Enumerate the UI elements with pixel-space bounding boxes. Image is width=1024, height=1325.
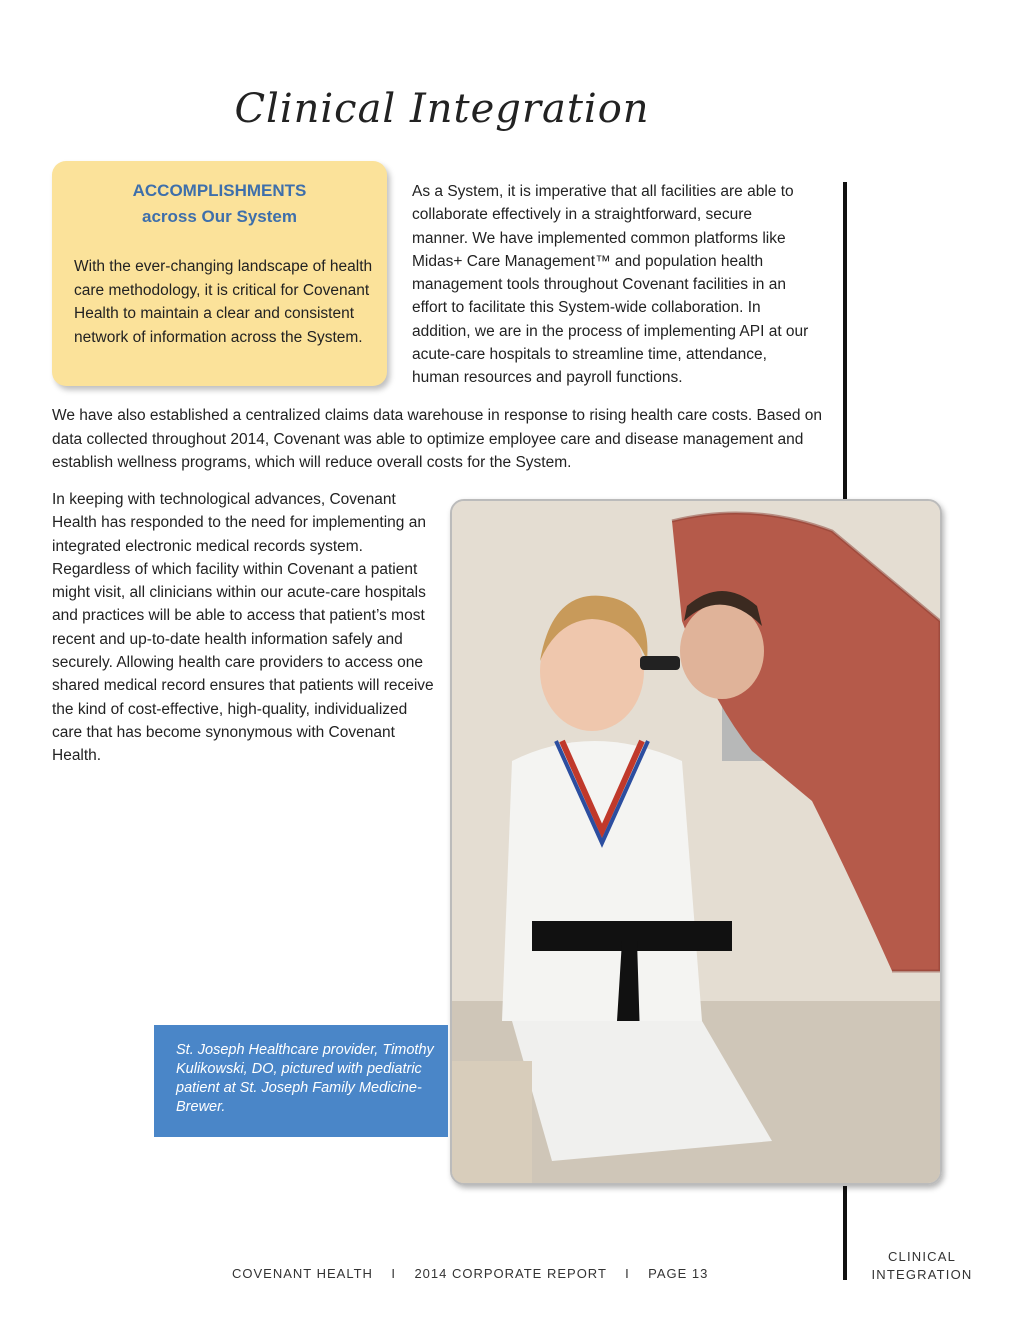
photo-caption: St. Joseph Healthcare provider, Timothy Kulikowski, DO, pictured with pediatric patient at St. Joseph Family Medicine-Brewer. (176, 1042, 434, 1115)
emr-paragraph: In keeping with technological advances, Covenant Health has responded to the need for implementing an integrated electronic medical records system. Regardless of which facility within Covenant a patient might visit, all clinicians within our acute-care hospitals and practices will be able to access that patient’s most recent and up-to-date health information safely and securely. Allowing health care providers to access one shared medical record ensures that patients will receive the kind of cost-effective, high-quality, individualized care that has become synonymous with Covenant Health. (52, 491, 434, 765)
section-label-line2: INTEGRATION (871, 1267, 973, 1282)
vertical-rule-top (843, 182, 847, 500)
section-label (860, 1248, 984, 1284)
accomplishments-body: With the ever-changing landscape of health care methodology, it is critical for Covenant Health to maintain a clear and consistent network of information across the System. (74, 258, 373, 346)
intro-paragraph: As a System, it is imperative that all facilities are able to collaborate effectively in a straightforward, secure manner. We have implemented common platforms like Midas+ Care Management™ and population health management tools throughout Covenant facilities in an effort to facilitate this System-wide collaboration. In addition, we are in the process of implementing API at our acute-care hospitals to streamline time, attendance, human resources and payroll functions. (412, 183, 809, 387)
accomplishments-subheading: across Our System (142, 207, 297, 226)
claims-paragraph: We have also established a centralized claims data warehouse in response to rising health care costs. Based on data collected throughout 2014, Covenant was able to optimize employee care and disease management and establish wellness programs, which will reduce overall costs for the System. (52, 407, 822, 471)
photo-illustration (452, 501, 940, 1183)
accomplishments-heading: ACCOMPLISHMENTS (132, 181, 307, 200)
accomplishments-box (52, 161, 387, 386)
page-title: Clinical Integration (234, 86, 650, 132)
photo-caption-box (154, 1025, 448, 1137)
vertical-rule-bottom (843, 1186, 847, 1280)
doctor-patient-photo (450, 499, 942, 1185)
section-label-line1: CLINICAL (887, 1249, 957, 1264)
footer-text: COVENANT HEALTH I 2014 CORPORATE REPORT I PAGE 13 (232, 1266, 709, 1281)
